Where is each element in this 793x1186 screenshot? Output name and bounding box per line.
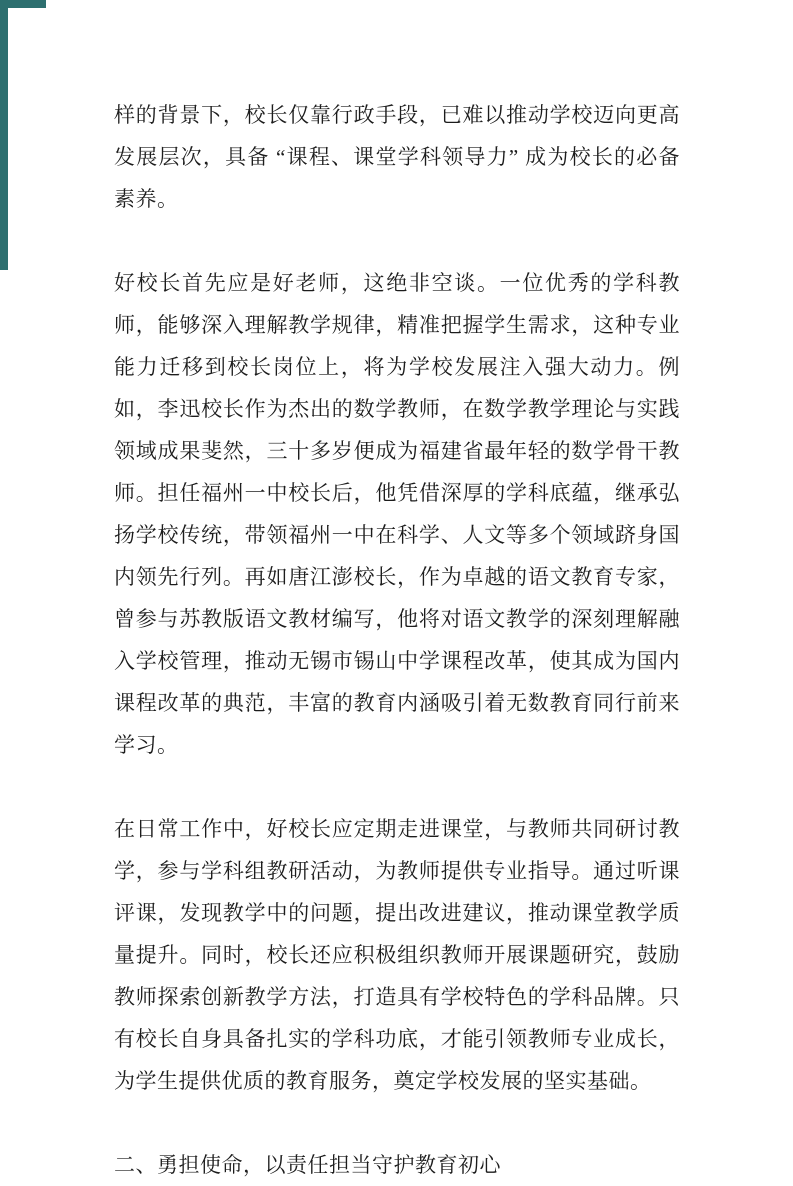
paragraph: 在日常工作中，好校长应定期走进课堂，与教师共同研讨教学，参与学科组教研活动，为教师提供专业指导。通过听课评课，发现教学中的问题，提出改进建议，推动课堂教学质量提升。同时，校长还应积极组织教师开展课题研究，鼓励教师探索创新教学方法，打造具有学校特色的学科品牌。只有校长自身具备扎实的学科功底，才能引领教师专业成长，为学生提供优质的教育服务，奠定学校发展的坚实基础。 bbox=[114, 817, 680, 1093]
page-border-top-accent bbox=[0, 0, 46, 8]
section-heading: 二、勇担使命，以责任担当守护教育初心 bbox=[114, 1153, 501, 1177]
document-body-text bbox=[114, 94, 680, 1186]
paragraph: 好校长首先应是好老师，这绝非空谈。一位优秀的学科教师，能够深入理解教学规律，精准把握学生需求，这种专业能力迁移到校长岗位上，将为学校发展注入强大动力。例如，李迅校长作为杰出的数学教师，在数学教学理论与实践领域成果斐然，三十多岁便成为福建省最年轻的数学骨干教师。担任福州一中校长后，他凭借深厚的学科底蕴，继承弘扬学校传统，带领福州一中在科学、人文等多个领域跻身国内领先行列。再如唐江澎校长，作为卓越的语文教育专家，曾参与苏教版语文教材编写，他将对语文教学的深刻理解融入学校管理，推动无锡市锡山中学课程改革，使其成为国内课程改革的典范，丰富的教育内涵吸引着无数教育同行前来学习。 bbox=[114, 271, 680, 757]
paragraph: 样的背景下，校长仅靠行政手段，已难以推动学校迈向更高发展层次，具备 “课程、课堂学科领导力” 成为校长的必备素养。 bbox=[114, 103, 680, 211]
page-border-left-accent bbox=[0, 0, 8, 270]
